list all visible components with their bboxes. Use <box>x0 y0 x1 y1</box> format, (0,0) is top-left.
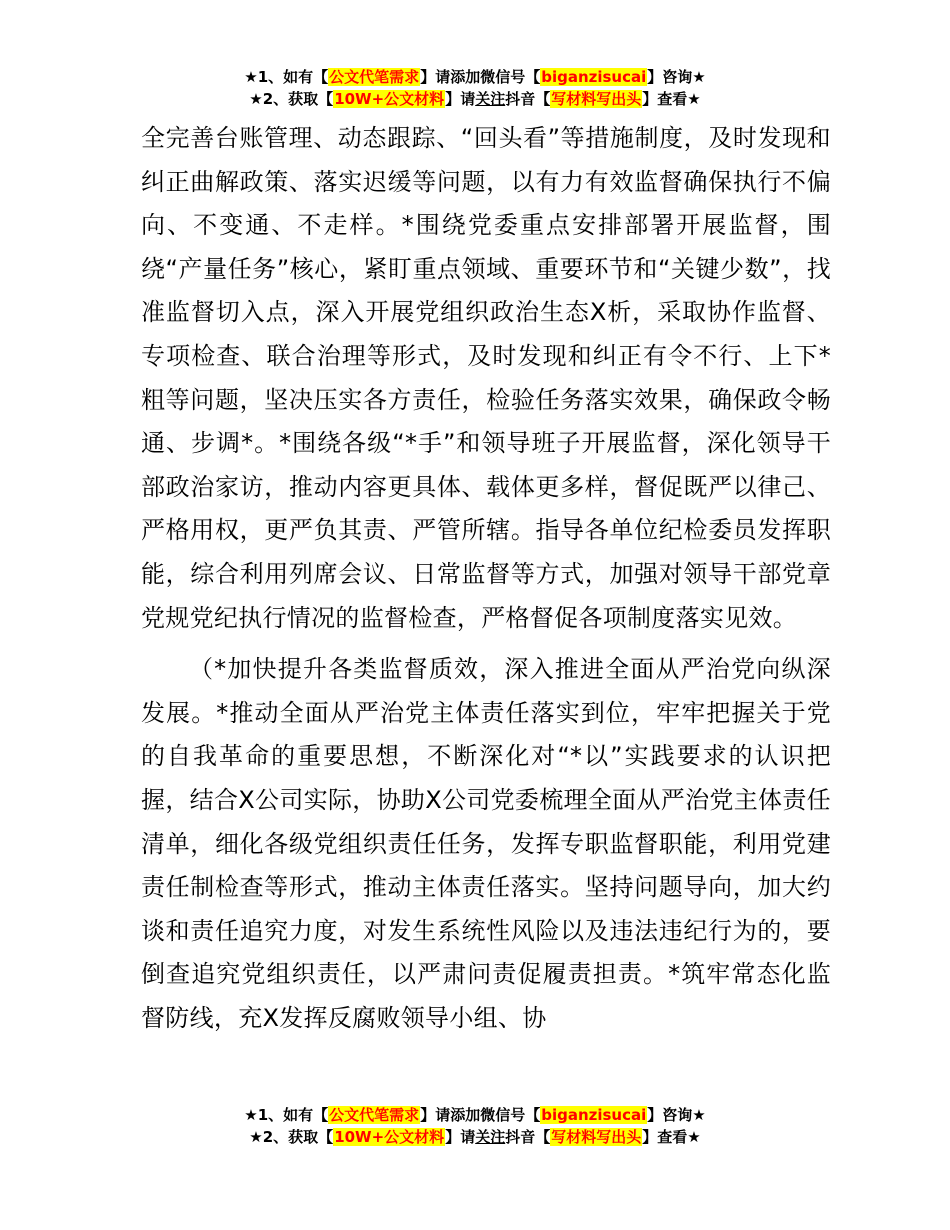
footer-ghostwriting-highlight: 公文代笔需求 <box>329 1106 420 1124</box>
header-line-1-middle: 】请添加微信号【 <box>420 68 541 86</box>
footer-line-1-suffix: 】咨询★ <box>647 1106 706 1124</box>
header-line-1-suffix: 】咨询★ <box>647 68 706 86</box>
header-line-2-prefix: ★2、获取【 <box>249 90 334 108</box>
footer-wechat-id-highlight: biganzisucai <box>541 1106 647 1124</box>
header-materials-highlight: 10W+公文材料 <box>334 90 445 108</box>
header-line-2-middle-b: 抖音【 <box>505 90 551 108</box>
footer-douyin-account-highlight: 写材料写出头 <box>551 1128 642 1146</box>
header-line-2 <box>0 88 950 110</box>
footer-line-2-suffix: 】查看★ <box>642 1128 701 1146</box>
header-line-1-prefix: ★1、如有【 <box>244 68 329 86</box>
body-paragraph-1: 全完善台账管理、动态跟踪、“回头看”等措施制度，及时发现和纠正曲解政策、落实迟缓等问题，以有力有效监督确保执行不偏向、不变通、不走样。*围绕党委重点安排部署开展监督，围绕“产量任务”核心，紧盯重点领域、重要环节和“关键少数”，找准监督切入点，深入开展党组织政治生态X析，采取协作监督、专项检查、联合治理等形式，及时发现和纠正有令不行、上下*粗等问题，坚决压实各方责任，检验任务落实效果，确保政令畅通、步调*。*围绕各级“*手”和领导班子开展监督，深化领导干部政治家访，推动内容更具体、载体更多样，督促既严以律己、严格用权，更严负其责、严管所辖。指导各单位纪检委员发挥职能，综合利用列席会议、日常监督等方式，加强对领导干部党章党规党纪执行情况的监督检查，严格督促各项制度落实见效。 <box>141 124 831 632</box>
header-banner <box>0 66 950 110</box>
header-wechat-id-highlight: biganzisucai <box>541 68 647 86</box>
footer-line-1-middle: 】请添加微信号【 <box>420 1106 541 1124</box>
header-line-1 <box>0 66 950 88</box>
footer-line-2-middle-a: 】请 <box>445 1128 476 1146</box>
header-douyin-account-highlight: 写材料写出头 <box>551 90 642 108</box>
footer-follow-underlined: 关注 <box>475 1128 506 1146</box>
header-line-2-middle-a: 】请 <box>445 90 476 108</box>
footer-line-2 <box>0 1126 950 1148</box>
document-body <box>141 117 831 1040</box>
footer-banner <box>0 1104 950 1148</box>
footer-line-2-middle-b: 抖音【 <box>505 1128 551 1146</box>
header-line-2-suffix: 】查看★ <box>642 90 701 108</box>
footer-materials-highlight: 10W+公文材料 <box>334 1128 445 1146</box>
header-follow-underlined: 关注 <box>475 90 506 108</box>
footer-line-1 <box>0 1104 950 1126</box>
body-paragraph-2: （*加快提升各类监督质效，深入推进全面从严治党向纵深发展。*推动全面从严治党主体责任落实到位，牢牢把握关于党的自我革命的重要思想，不断深化对“*以”实践要求的认识把握，结合X公司实际，协助X公司党委梳理全面从严治党主体责任清单，细化各级党组织责任任务，发挥专职监督职能，利用党建责任制检查等形式，推动主体责任落实。坚持问题导向，加大约谈和责任追究力度，对发生系统性风险以及违法违纪行为的，要倒查追究党组织责任，以严肃问责促履责担责。*筑牢常态化监督防线，充X发挥反腐败领导小组、协 <box>141 655 831 1032</box>
footer-line-1-prefix: ★1、如有【 <box>244 1106 329 1124</box>
footer-line-2-prefix: ★2、获取【 <box>249 1128 334 1146</box>
header-ghostwriting-highlight: 公文代笔需求 <box>329 68 420 86</box>
